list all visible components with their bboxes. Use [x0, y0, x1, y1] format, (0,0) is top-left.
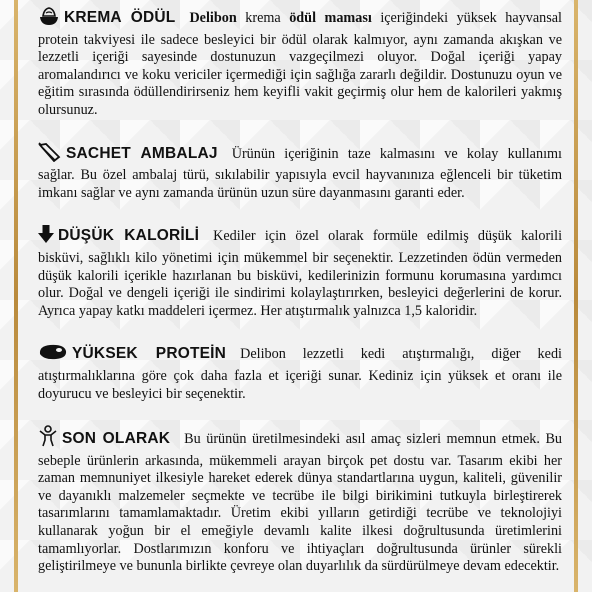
section-text: içeriğindeki yüksek hayvansal protein takviyesi ile sadece besleyici bir ödül olarak kalmıyor, aynı zamanda akışkan ve lezzetli içeriği sayesinde dostunuzun vazgeçilmezi oluyor. Doğal içeriği yapay aromalandırıcı ve koku vericiler içermediği için sağlığa zararlı değildir. Dostunuzu oyun ve eğitim sırasında ödüllendirirseniz hem keyifli vakit geçirmiş olur hem de kalorileri yakmış olursunuz.	[38, 10, 562, 118]
section-krema-odul	[38, 6, 562, 120]
gold-border-left	[14, 0, 18, 592]
steak-icon	[38, 342, 68, 368]
cream-bowl-icon	[38, 6, 60, 32]
section-text: Bu ürünün üretilmesindeki asıl amaç sizleri memnun etmek. Bu sebeple ürünlerin arkasında, mükemmeli arayan birçok pet dostu var. Tasarım ekibi her zaman memnuniyet ilkesiyle hareket ederek dünya standartlarına uygun, kaliteli, güvenilir ve dayanıklı malzemeler seçmekte ve tecrübe ile bilgi birikimini tutkuyla birleştirerek tasarımlarını tamamlamaktadır. Üretim ekibi yılların getirdiği tecrübe ve teknolojiyi kullanarak yoğun bir el emeğiyle devamlı kalite ilkesi doğrultusunda üretimlerini tamamlıyorlar. Dostlarımızın konforu ve ihtiyaçları doğrultusunda ürünler sürekli geliştirilmeye ve bununla birlikte çevreye olan duyarlılık da sürdürülmeye devam edecektir.	[38, 431, 563, 575]
brand-name: Delibon	[189, 10, 237, 26]
section-text: krema	[236, 10, 290, 26]
section-dusuk-kalorili	[38, 224, 562, 320]
section-sachet-ambalaj	[38, 142, 562, 203]
section-yuksek-protein	[38, 342, 562, 403]
section-text: Delibon lezzetli kedi atıştırmalığı, diğer kedi atıştırmalıklarına göre çok daha fazla et içeriği sunar. Kediniz için yüksek et oranı ile doyurucu ve besleyici bir seçenektir.	[38, 346, 562, 402]
section-title: KREMA ÖDÜL	[64, 9, 176, 26]
down-arrow-icon	[38, 224, 54, 250]
section-son-olarak	[38, 425, 562, 576]
document-body	[38, 6, 562, 592]
gold-border-right	[574, 0, 578, 592]
section-title: DÜŞÜK KALORİLİ	[58, 227, 200, 245]
section-text: Ürünün içeriğinin taze kalmasını ve kolay kullanımı sağlar. Bu özel ambalaj türü, sıkılabilir yapısıyla evcil hayvanınıza eğlenceli bir tüketim imkanı sağlar ve aynı zamanda ürünün uzun süre dayanmasını garanti eder.	[38, 145, 562, 201]
sachet-icon	[38, 142, 62, 168]
section-text: Kediler için özel olarak formüle edilmiş düşük kalorili bisküvi, sağlıklı kilo yönetimi için mükemmel bir seçenektir. Lezzetinden ödün vermeden düşük kalorili içerikle hazırlanan bu bisküvi, kedilerinizin formunu korumasına yardımcı olur. Doğal ve dengeli içeriği ile sindirimi kolaylaştırırken, besleyici değerlerini de korur. Ayrıca yapay katkı maddeleri içermez. Her atıştırmalık yalnızca 1,5 kaloridir.	[38, 228, 563, 319]
section-title: SON OLARAK	[62, 430, 171, 448]
section-title: SACHET AMBALAJ	[66, 144, 218, 162]
section-title: YÜKSEK PROTEİN	[72, 345, 227, 363]
person-icon	[38, 425, 58, 453]
section-bold-text: ödül maması	[289, 10, 372, 26]
